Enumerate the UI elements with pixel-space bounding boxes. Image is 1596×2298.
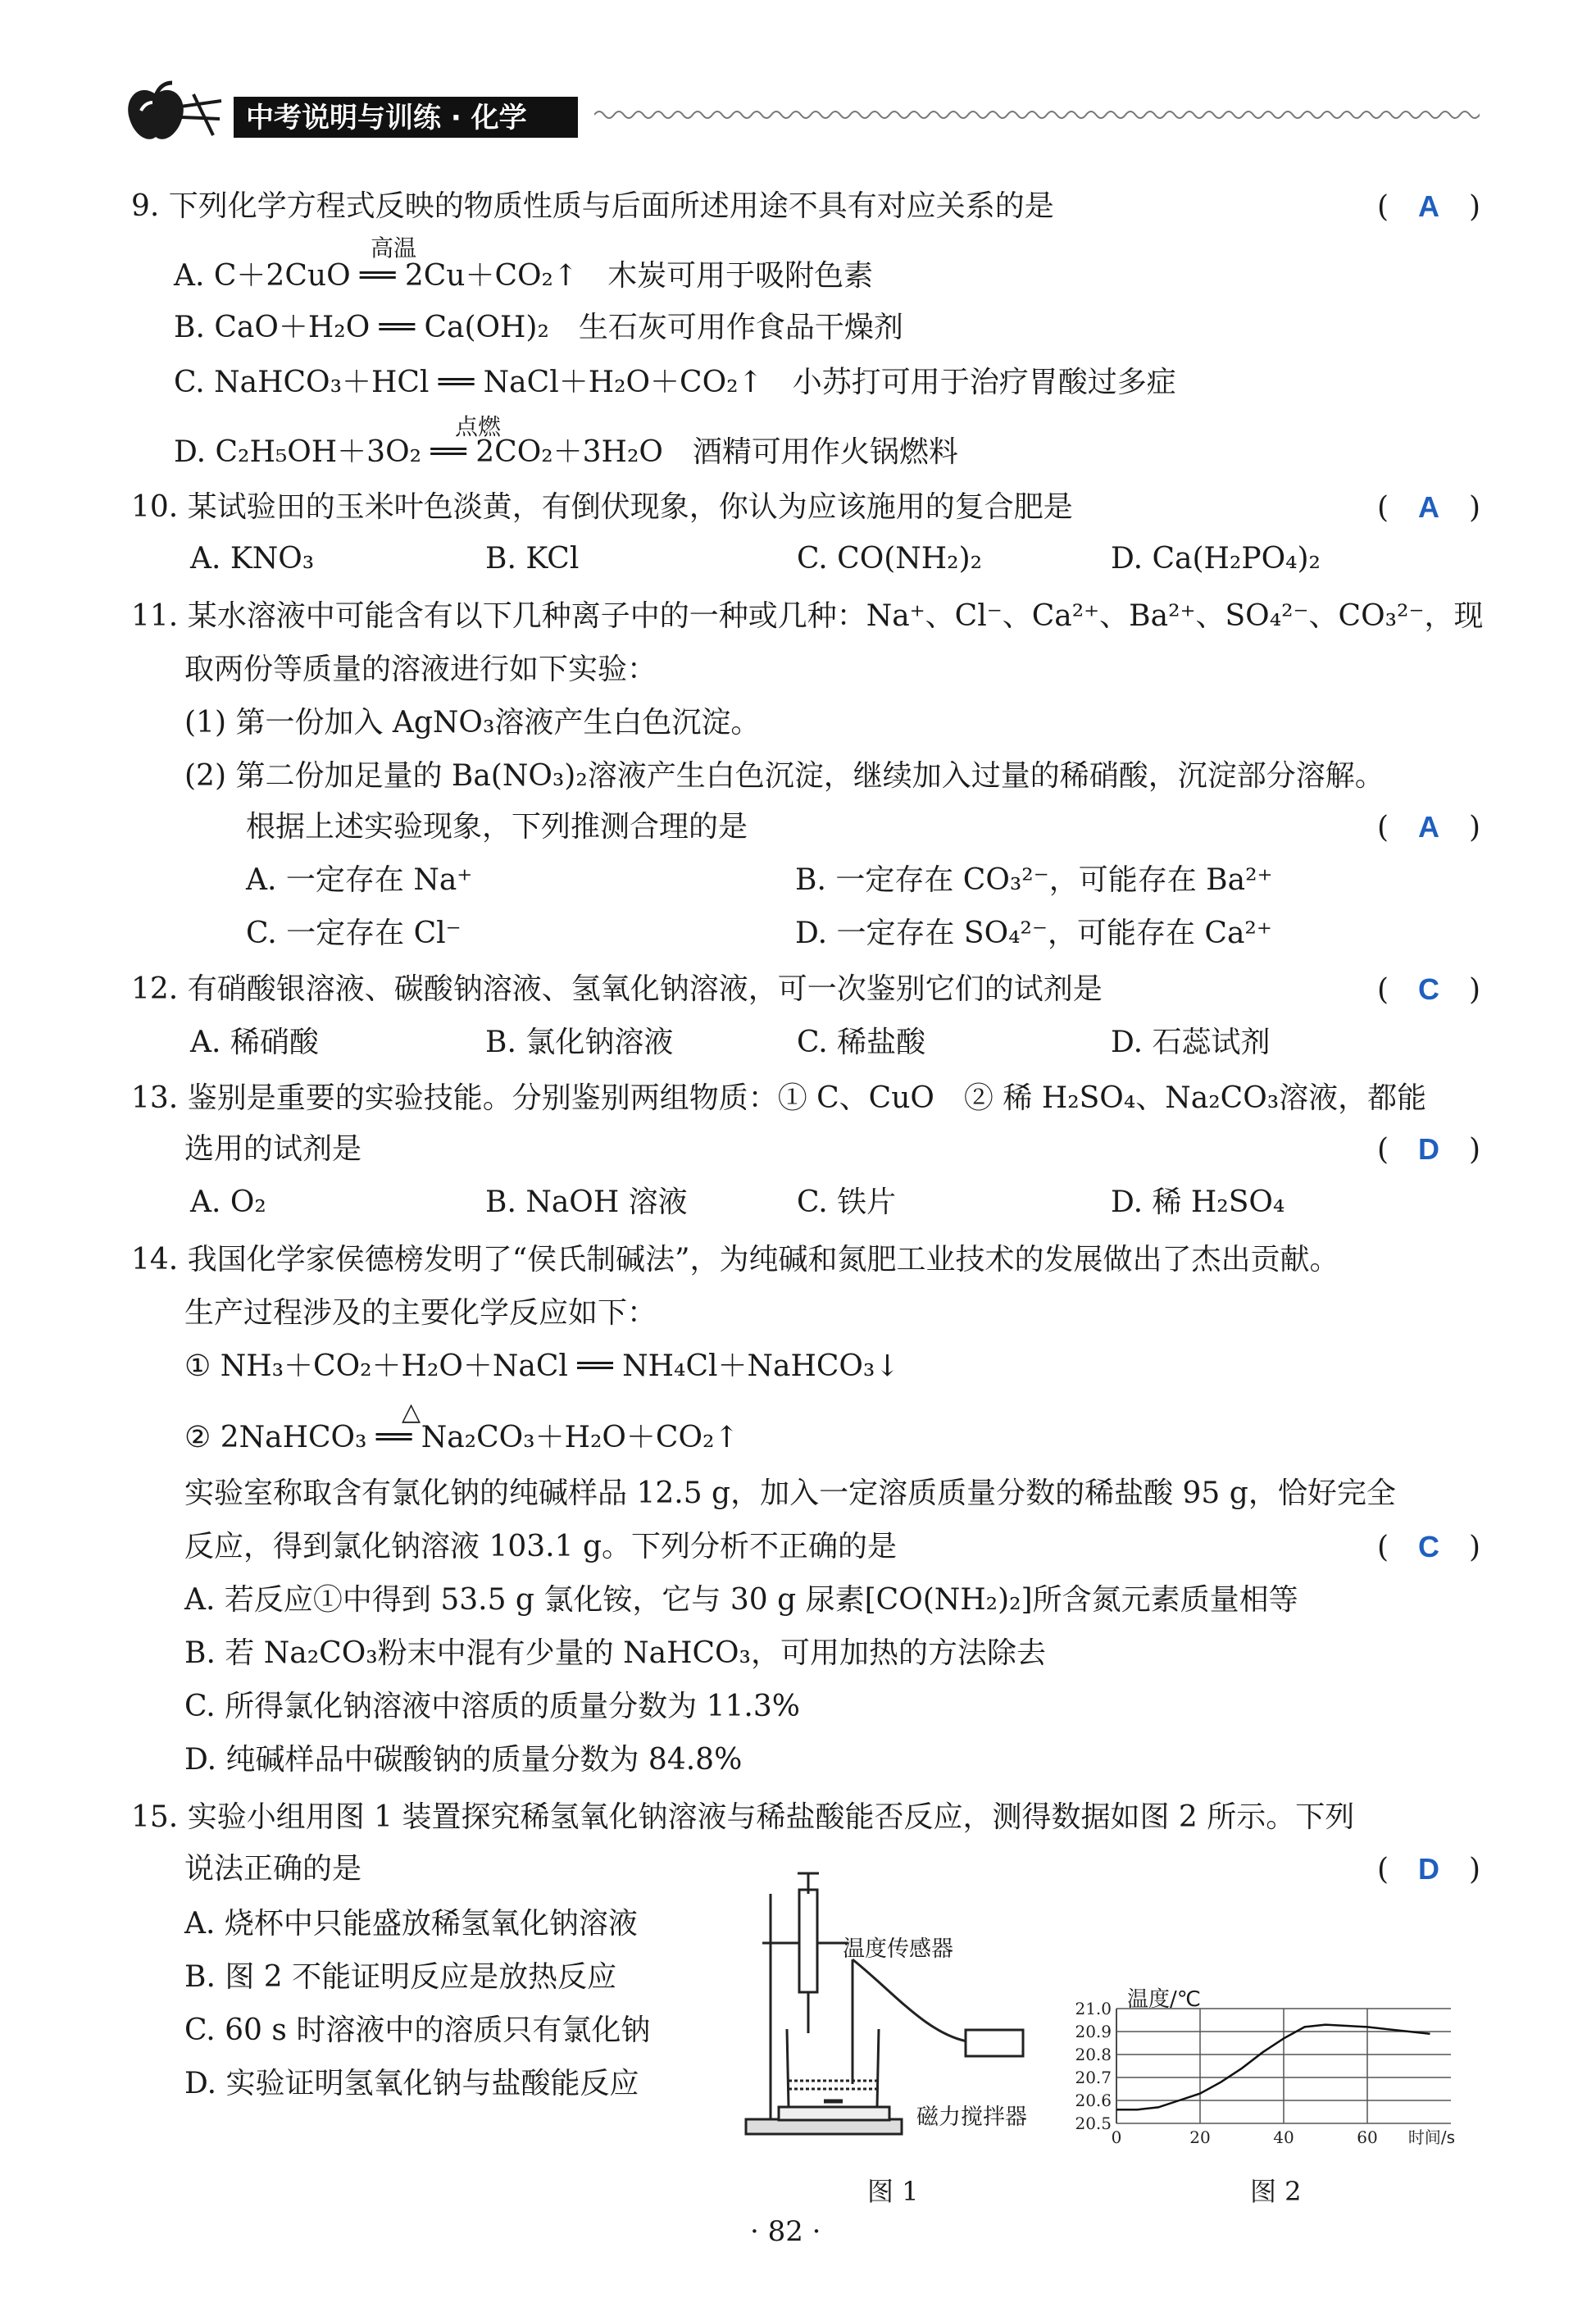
q10-stem: 10. 某试验田的玉米叶色淡黄，有倒伏现象，你认为应该施用的复合肥是	[131, 490, 1073, 524]
y-tick-label: 20.5	[1075, 2114, 1112, 2133]
q14-stem-line2: 生产过程涉及的主要化学反应如下：	[184, 1296, 657, 1330]
q9-option-b: B. CaO＋H₂O ══ Ca(OH)₂ 生石灰可用作食品干燥剂	[174, 311, 903, 344]
q14-answer-value: C	[1418, 1530, 1440, 1563]
sensor-box	[966, 2030, 1023, 2056]
q13-answer-value: D	[1418, 1132, 1440, 1166]
q11-option-d: D. 一定存在 SO₄²⁻，可能存在 Ca²⁺	[795, 917, 1272, 950]
q15-stem-line2: 说法正确的是	[184, 1852, 362, 1886]
q10-option-a: A. KNO₃	[190, 542, 315, 576]
y-tick-label: 20.9	[1075, 2022, 1112, 2041]
x-tick-label: 0	[1111, 2127, 1122, 2147]
y-tick-label: 20.8	[1075, 2045, 1112, 2064]
figure2-caption: 图 2	[1250, 2176, 1302, 2207]
x-tick-label: 20	[1189, 2127, 1211, 2147]
q14-option-d: D. 纯碱样品中碳酸钠的质量分数为 84.8%	[184, 1743, 743, 1777]
q10-answer: ( A )	[1377, 490, 1481, 525]
q12-answer: ( C )	[1377, 972, 1481, 1007]
q15-option-c: C. 60 s 时溶液中的溶质只有氯化钠	[184, 2014, 651, 2047]
q13-option-c: C. 铁片	[797, 1185, 897, 1219]
q9-answer-value: A	[1418, 189, 1440, 223]
y-tick-label: 21.0	[1075, 2000, 1112, 2018]
q15-option-d: D. 实验证明氢氧化钠与盐酸能反应	[184, 2067, 639, 2100]
q14-reaction-2: ② 2NaHCO₃ ══ Na₂CO₃＋H₂O＋CO₂↑	[184, 1421, 739, 1454]
q14-stem-line6: 反应，得到氯化钠溶液 103.1 g。下列分析不正确的是	[184, 1530, 897, 1563]
q13-stem: 13. 鉴别是重要的实验技能。分别鉴别两组物质：① C、CuO ② 稀 H₂SO₄、Na₂CO₃溶液，都能	[131, 1081, 1427, 1115]
q11-stem: 11. 某水溶液中可能含有以下几种离子中的一种或几种：Na⁺、Cl⁻、Ca²⁺、Ba²⁺、SO₄²⁻、CO₃²⁻，现	[131, 599, 1484, 633]
figure1-sensor-label: 温度传感器	[843, 1936, 953, 1962]
x-tick-label: 40	[1273, 2127, 1294, 2147]
q14-option-c: C. 所得氯化钠溶液中溶质的质量分数为 11.3%	[184, 1690, 800, 1723]
header-title: 中考说明与训练 · 化学	[246, 102, 527, 134]
q13-option-b: B. NaOH 溶液	[485, 1185, 688, 1219]
q9-stem: 9. 下列化学方程式反映的物质性质与后面所述用途不具有对应关系的是	[131, 189, 1054, 223]
figure2-temperature-chart	[1066, 2000, 1459, 2156]
q9-option-d: D. C₂H₅OH＋3O₂ ══ 2CO₂＋3H₂O 酒精可用作火锅燃料	[174, 435, 958, 469]
q15-option-b: B. 图 2 不能证明反应是放热反应	[184, 1960, 617, 1994]
q9-option-a: A. C＋2CuO ══ 2Cu＋CO₂↑ 木炭可用于吸附色素	[174, 259, 874, 293]
page-number: · 82 ·	[750, 2215, 821, 2248]
q9-option-c: C. NaHCO₃＋HCl ══ NaCl＋H₂O＋CO₂↑ 小苏打可用于治疗胃酸过多症	[174, 366, 1176, 399]
q13-option-a: A. O₂	[190, 1185, 266, 1219]
q15-answer: ( D )	[1377, 1852, 1481, 1886]
q12-stem: 12. 有硝酸银溶液、碳酸钠溶液、氢氧化钠溶液，可一次鉴别它们的试剂是	[131, 972, 1103, 1006]
y-tick-label: 20.6	[1075, 2091, 1112, 2110]
sensor-cable	[853, 1959, 967, 2041]
q11-step1: (1) 第一份加入 AgNO₃溶液产生白色沉淀。	[184, 706, 761, 739]
figure1-caption: 图 1	[867, 2176, 919, 2207]
q15-option-a: A. 烧杯中只能盛放稀氢氧化钠溶液	[184, 1907, 638, 1941]
q11-answer-value: A	[1418, 810, 1440, 844]
q10-option-b: B. KCl	[485, 542, 580, 576]
chart-ylabel: 温度/℃	[1127, 1987, 1201, 2012]
q15-answer-value: D	[1418, 1852, 1440, 1886]
x-tick-label: 60	[1357, 2127, 1378, 2147]
q14-reaction-2-condition: △	[402, 1398, 421, 1427]
q10-option-d: D. Ca(H₂PO₄)₂	[1111, 542, 1321, 576]
q14-option-a: A. 若反应①中得到 53.5 g 氯化铵，它与 30 g 尿素[CO(NH₂)₂]所含氮元素质量相等	[184, 1583, 1298, 1617]
q12-option-d: D. 石蕊试剂	[1111, 1026, 1271, 1059]
header-wavy-rule	[594, 105, 1480, 125]
beaker	[787, 2029, 879, 2107]
y-tick-label: 20.7	[1075, 2068, 1112, 2087]
syringe-barrel	[799, 1890, 817, 1992]
q10-option-c: C. CO(NH₂)₂	[797, 542, 983, 576]
q9-option-a-condition: 高温	[371, 234, 417, 262]
stirrer-plate	[779, 2107, 889, 2120]
q14-option-b: B. 若 Na₂CO₃粉末中混有少量的 NaHCO₃，可用加热的方法除去	[184, 1636, 1046, 1670]
q9-option-d-condition: 点燃	[455, 413, 502, 440]
q14-stem-line5: 实验室称取含有氯化钠的纯碱样品 12.5 g，加入一定溶质质量分数的稀盐酸 95 g，恰好完全	[184, 1477, 1396, 1510]
x-axis-label: 时间/s	[1407, 2127, 1455, 2147]
q14-answer: ( C )	[1377, 1530, 1481, 1564]
figure1-stirrer-label: 磁力搅拌器	[916, 2105, 1027, 2130]
stand-base	[746, 2119, 902, 2134]
q15-stem: 15. 实验小组用图 1 装置探究稀氢氧化钠溶液与稀盐酸能否反应，测得数据如图 2 所示。下列	[131, 1800, 1355, 1834]
q11-option-a: A. 一定存在 Na⁺	[246, 863, 473, 897]
q11-stem-line2: 取两份等质量的溶液进行如下实验：	[184, 653, 657, 686]
q14-reaction-1: ① NH₃＋CO₂＋H₂O＋NaCl ══ NH₄Cl＋NaHCO₃↓	[184, 1349, 900, 1383]
q13-answer: ( D )	[1377, 1132, 1481, 1167]
q11-prompt: 根据上述实验现象，下列推测合理的是	[246, 810, 748, 844]
q10-answer-value: A	[1418, 490, 1440, 524]
q13-option-d: D. 稀 H₂SO₄	[1111, 1185, 1285, 1219]
q12-option-b: B. 氯化钠溶液	[485, 1026, 674, 1059]
q11-answer: ( A )	[1377, 810, 1481, 844]
apple-logo-icon	[123, 78, 230, 148]
q13-stem-line2: 选用的试剂是	[184, 1132, 362, 1166]
q11-option-b: B. 一定存在 CO₃²⁻，可能存在 Ba²⁺	[795, 863, 1273, 897]
q12-answer-value: C	[1418, 972, 1440, 1006]
q11-option-c: C. 一定存在 Cl⁻	[246, 917, 462, 950]
q12-option-c: C. 稀盐酸	[797, 1026, 926, 1059]
q14-stem: 14. 我国化学家侯德榜发明了“侯氏制碱法”，为纯碱和氮肥工业技术的发展做出了杰出贡献。	[131, 1243, 1339, 1276]
temperature-series-line	[1116, 2025, 1430, 2110]
q9-answer: ( A )	[1377, 189, 1481, 224]
q11-step2: (2) 第二份加足量的 Ba(NO₃)₂溶液产生白色沉淀，继续加入过量的稀硝酸，沉淀部分溶解。	[184, 759, 1385, 793]
q12-option-a: A. 稀硝酸	[190, 1026, 319, 1059]
